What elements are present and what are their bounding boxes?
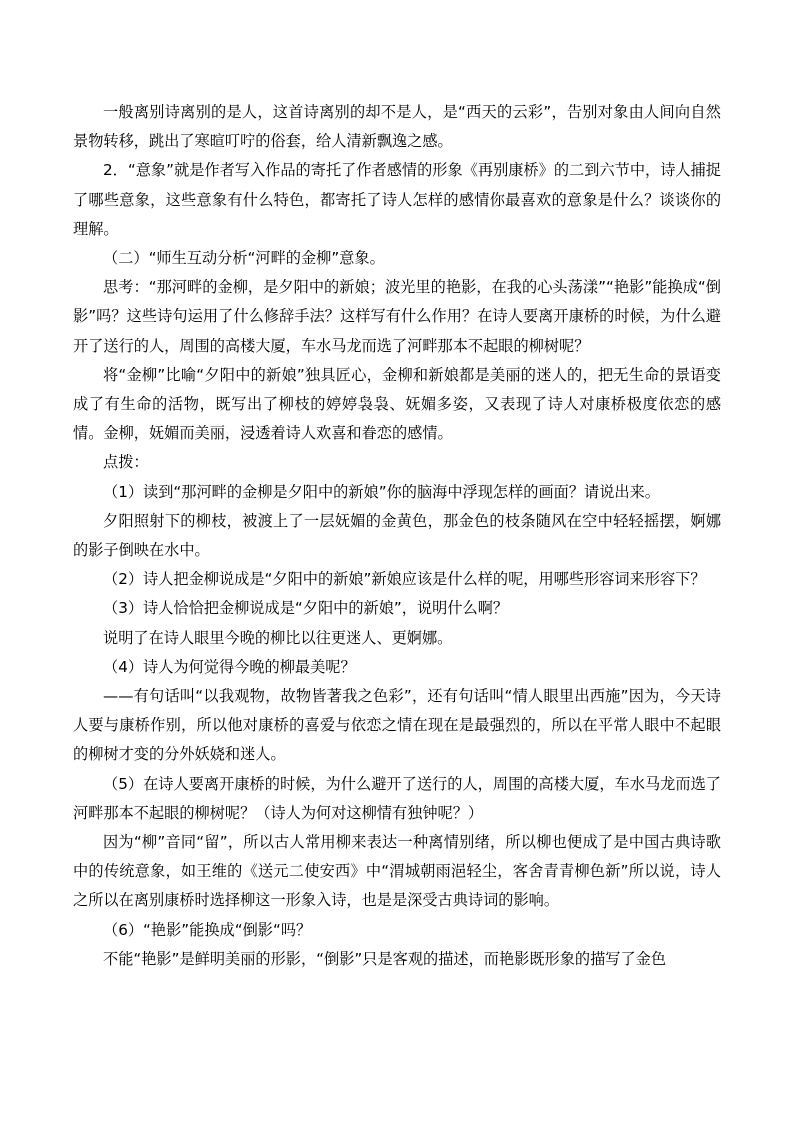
paragraph-analysis: 将“金柳”比喻“夕阳中的新娘”独具匠心，金柳和新娘都是美丽的迷人的，把无生命的景语变成了有生命的活物，既写出了柳枝的婷婷袅袅、妩媚多姿，又表现了诗人对康桥极度依恋的感情。金柳，妩媚而美丽，浸透着诗人欢喜和眷恋的感情。	[73, 365, 721, 443]
paragraph-1: 一般离别诗离别的是人，这首诗离别的却不是人，是“西天的云彩”，告别对象由人间向自然景物转移，跳出了寒暄叮咛的俗套，给人清新飘逸之感。	[73, 103, 721, 151]
question-1: （1）读到“那河畔的金柳是夕阳中的新娘”你的脑海中浮现怎样的画面？请说出来。	[103, 482, 660, 501]
answer-3: 说明了在诗人眼里今晚的柳比以往更迷人、更婀娜。	[103, 628, 453, 647]
question-6: （6）“艳影”能换成“倒影“吗？	[103, 920, 312, 939]
paragraph-2: 2．“意象”就是作者写入作品的寄托了作者感情的形象《再别康桥》的二到六节中，诗人捕捉了哪些意象，这些意象有什么特色，都寄托了诗人怎样的感情你最喜欢的意象是什么？谈谈你的理解。	[73, 161, 721, 238]
section-heading-2: （二）“师生互动分析“河畔的金柳”意象。	[103, 249, 385, 268]
answer-5: 因为“柳”音同“留”，所以古人常用柳来表达一种离情别绪，所以柳也便成了是中国古典诗歌中的传统意象，如王维的《送元二使安西》中“渭城朝雨浥轻尘，客舍青青柳色新”所以说，诗人之所以在离别康桥时选择柳这一形象入诗，也是是深受古典诗词的影响。	[73, 833, 721, 910]
question-4: （4）诗人为何觉得今晚的柳最美呢？	[103, 657, 356, 676]
paragraph-thinking: 思考：“那河畔的金柳，是夕阳中的新娘；波光里的艳影，在我的心头荡漾”“艳影”能换成“倒影”吗？这些诗句运用了什么修辞手法？这样写有什么作用？在诗人要离开康桥的时候，为什么避开了送行的人，周围的高楼大厦，车水马龙而选了河畔那本不起眼的柳树呢？	[73, 278, 721, 355]
question-3: （3）诗人恰恰把金柳说成是“夕阳中的新娘”，说明什么啊？	[103, 599, 509, 618]
answer-4: ——有句话叫“以我观物，故物皆著我之色彩”，还有句话叫“情人眼里出西施”因为，今天诗人要与康桥作别，所以他对康桥的喜爱与依恋之情在现在是最强烈的，所以在平常人眼中不起眼的柳树才变的分外妖娆和迷人。	[73, 687, 721, 764]
question-2: （2）诗人把金柳说成是“夕阳中的新娘”新娘应该是什么样的呢，用哪些形容词来形容下？	[103, 570, 706, 589]
document-page	[73, 98, 721, 974]
paragraph-tip-label: 点拨：	[103, 453, 149, 472]
answer-6: 不能“艳影”是鲜明美丽的形影，“倒影”只是客观的描述，而艳影既形象的描写了金色	[103, 949, 667, 968]
answer-1: 夕阳照射下的柳枝，被渡上了一层妩媚的金黄色，那金色的枝条随风在空中轻轻摇摆，婀娜的影子倒映在水中。	[73, 511, 721, 560]
question-5: （5）在诗人要离开康桥的时候，为什么避开了送行的人，周围的高楼大厦，车水马龙而选了河畔那本不起眼的柳树呢？（诗人为何对这柳情有独钟呢？）	[73, 774, 721, 822]
